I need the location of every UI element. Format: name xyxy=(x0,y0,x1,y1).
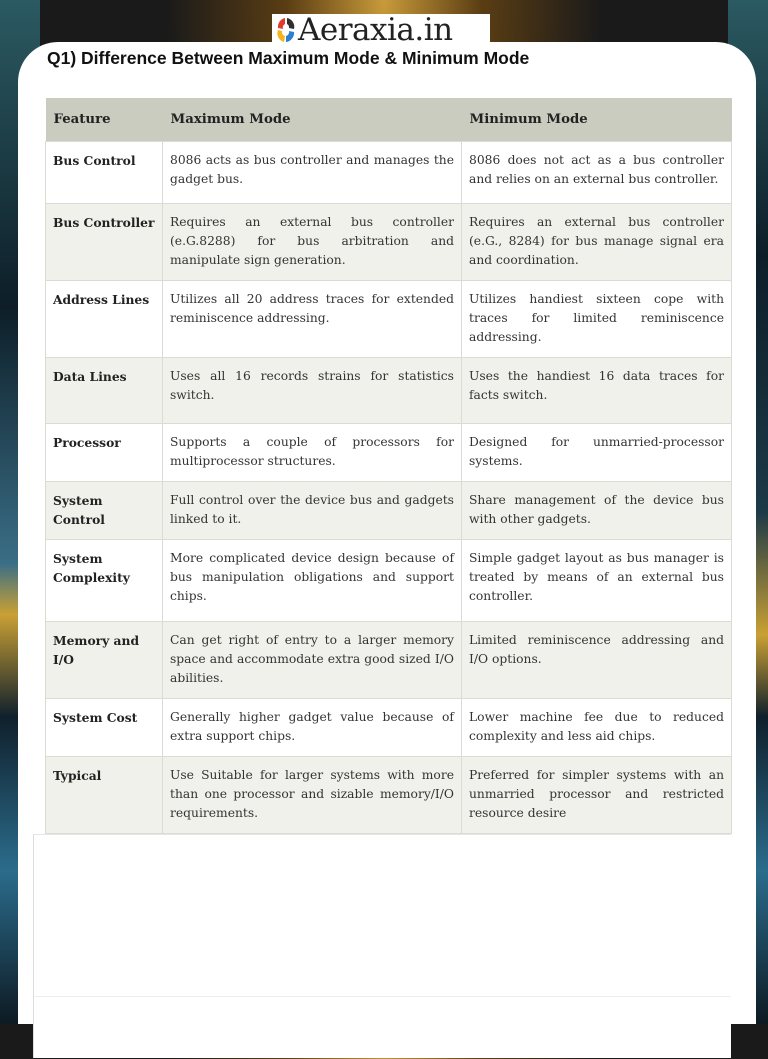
minimum-mode-cell: Requires an external bus controller (e.G., 8284) for bus manage signal era and coordination. xyxy=(462,204,732,281)
table-row xyxy=(46,699,732,757)
table-row xyxy=(46,358,732,424)
minimum-mode-cell: Limited reminiscence addressing and I/O options. xyxy=(462,622,732,699)
feature-cell: Bus Control xyxy=(46,142,163,204)
minimum-mode-cell: Simple gadget layout as bus manager is treated by means of an external bus controller. xyxy=(462,540,732,622)
site-logo xyxy=(274,12,453,48)
maximum-mode-cell: 8086 acts as bus controller and manages the gadget bus. xyxy=(163,142,462,204)
maximum-mode-cell: Uses all 16 records strains for statistics switch. xyxy=(163,358,462,424)
feature-cell: Memory and I/O xyxy=(46,622,163,699)
table-row xyxy=(46,482,732,540)
logo-text: Aeraxia.in xyxy=(298,12,453,48)
maximum-mode-cell: Generally higher gadget value because of extra support chips. xyxy=(163,699,462,757)
feature-cell: Address Lines xyxy=(46,281,163,358)
maximum-mode-cell: Can get right of entry to a larger memory space and accommodate extra good sized I/O abilities. xyxy=(163,622,462,699)
minimum-mode-cell: Preferred for simpler systems with an unmarried processor and restricted resource desire xyxy=(462,757,732,834)
table-row xyxy=(46,142,732,204)
feature-cell: Processor xyxy=(46,424,163,482)
header-minimum-mode: Minimum Mode xyxy=(462,98,732,142)
document-content xyxy=(33,98,731,1058)
minimum-mode-cell: Utilizes handiest sixteen cope with traces for limited reminiscence addressing. xyxy=(462,281,732,358)
logo-icon xyxy=(274,16,296,44)
feature-cell: Bus Controller xyxy=(46,204,163,281)
table-row xyxy=(46,281,732,358)
minimum-mode-cell: Uses the handiest 16 data traces for facts switch. xyxy=(462,358,732,424)
feature-cell: System Complexity xyxy=(46,540,163,622)
minimum-mode-cell: Share management of the device bus with other gadgets. xyxy=(462,482,732,540)
comparison-table xyxy=(45,98,732,834)
header-feature: Feature xyxy=(46,98,163,142)
table-row xyxy=(46,757,732,834)
feature-cell: Data Lines xyxy=(46,358,163,424)
feature-cell: System Cost xyxy=(46,699,163,757)
maximum-mode-cell: Use Suitable for larger systems with more than one processor and sizable memory/I/O requirements. xyxy=(163,757,462,834)
feature-cell: Typical xyxy=(46,757,163,834)
header-maximum-mode: Maximum Mode xyxy=(163,98,462,142)
maximum-mode-cell: Utilizes all 20 address traces for extended reminiscence addressing. xyxy=(163,281,462,358)
page-title: Q1) Difference Between Maximum Mode & Minimum Mode xyxy=(47,48,530,68)
minimum-mode-cell: 8086 does not act as a bus controller and relies on an external bus controller. xyxy=(462,142,732,204)
table-header-row xyxy=(46,98,732,142)
blank-area xyxy=(33,834,731,1058)
maximum-mode-cell: More complicated device design because of bus manipulation obligations and support chips. xyxy=(163,540,462,622)
maximum-mode-cell: Requires an external bus controller (e.G.8288) for bus arbitration and manipulate sign generation. xyxy=(163,204,462,281)
minimum-mode-cell: Lower machine fee due to reduced complexity and less aid chips. xyxy=(462,699,732,757)
table-row xyxy=(46,540,732,622)
maximum-mode-cell: Full control over the device bus and gadgets linked to it. xyxy=(163,482,462,540)
minimum-mode-cell: Designed for unmarried-processor systems. xyxy=(462,424,732,482)
maximum-mode-cell: Supports a couple of processors for multiprocessor structures. xyxy=(163,424,462,482)
blank-area-divider xyxy=(34,996,731,1059)
table-row xyxy=(46,622,732,699)
table-row xyxy=(46,204,732,281)
table-row xyxy=(46,424,732,482)
feature-cell: System Control xyxy=(46,482,163,540)
